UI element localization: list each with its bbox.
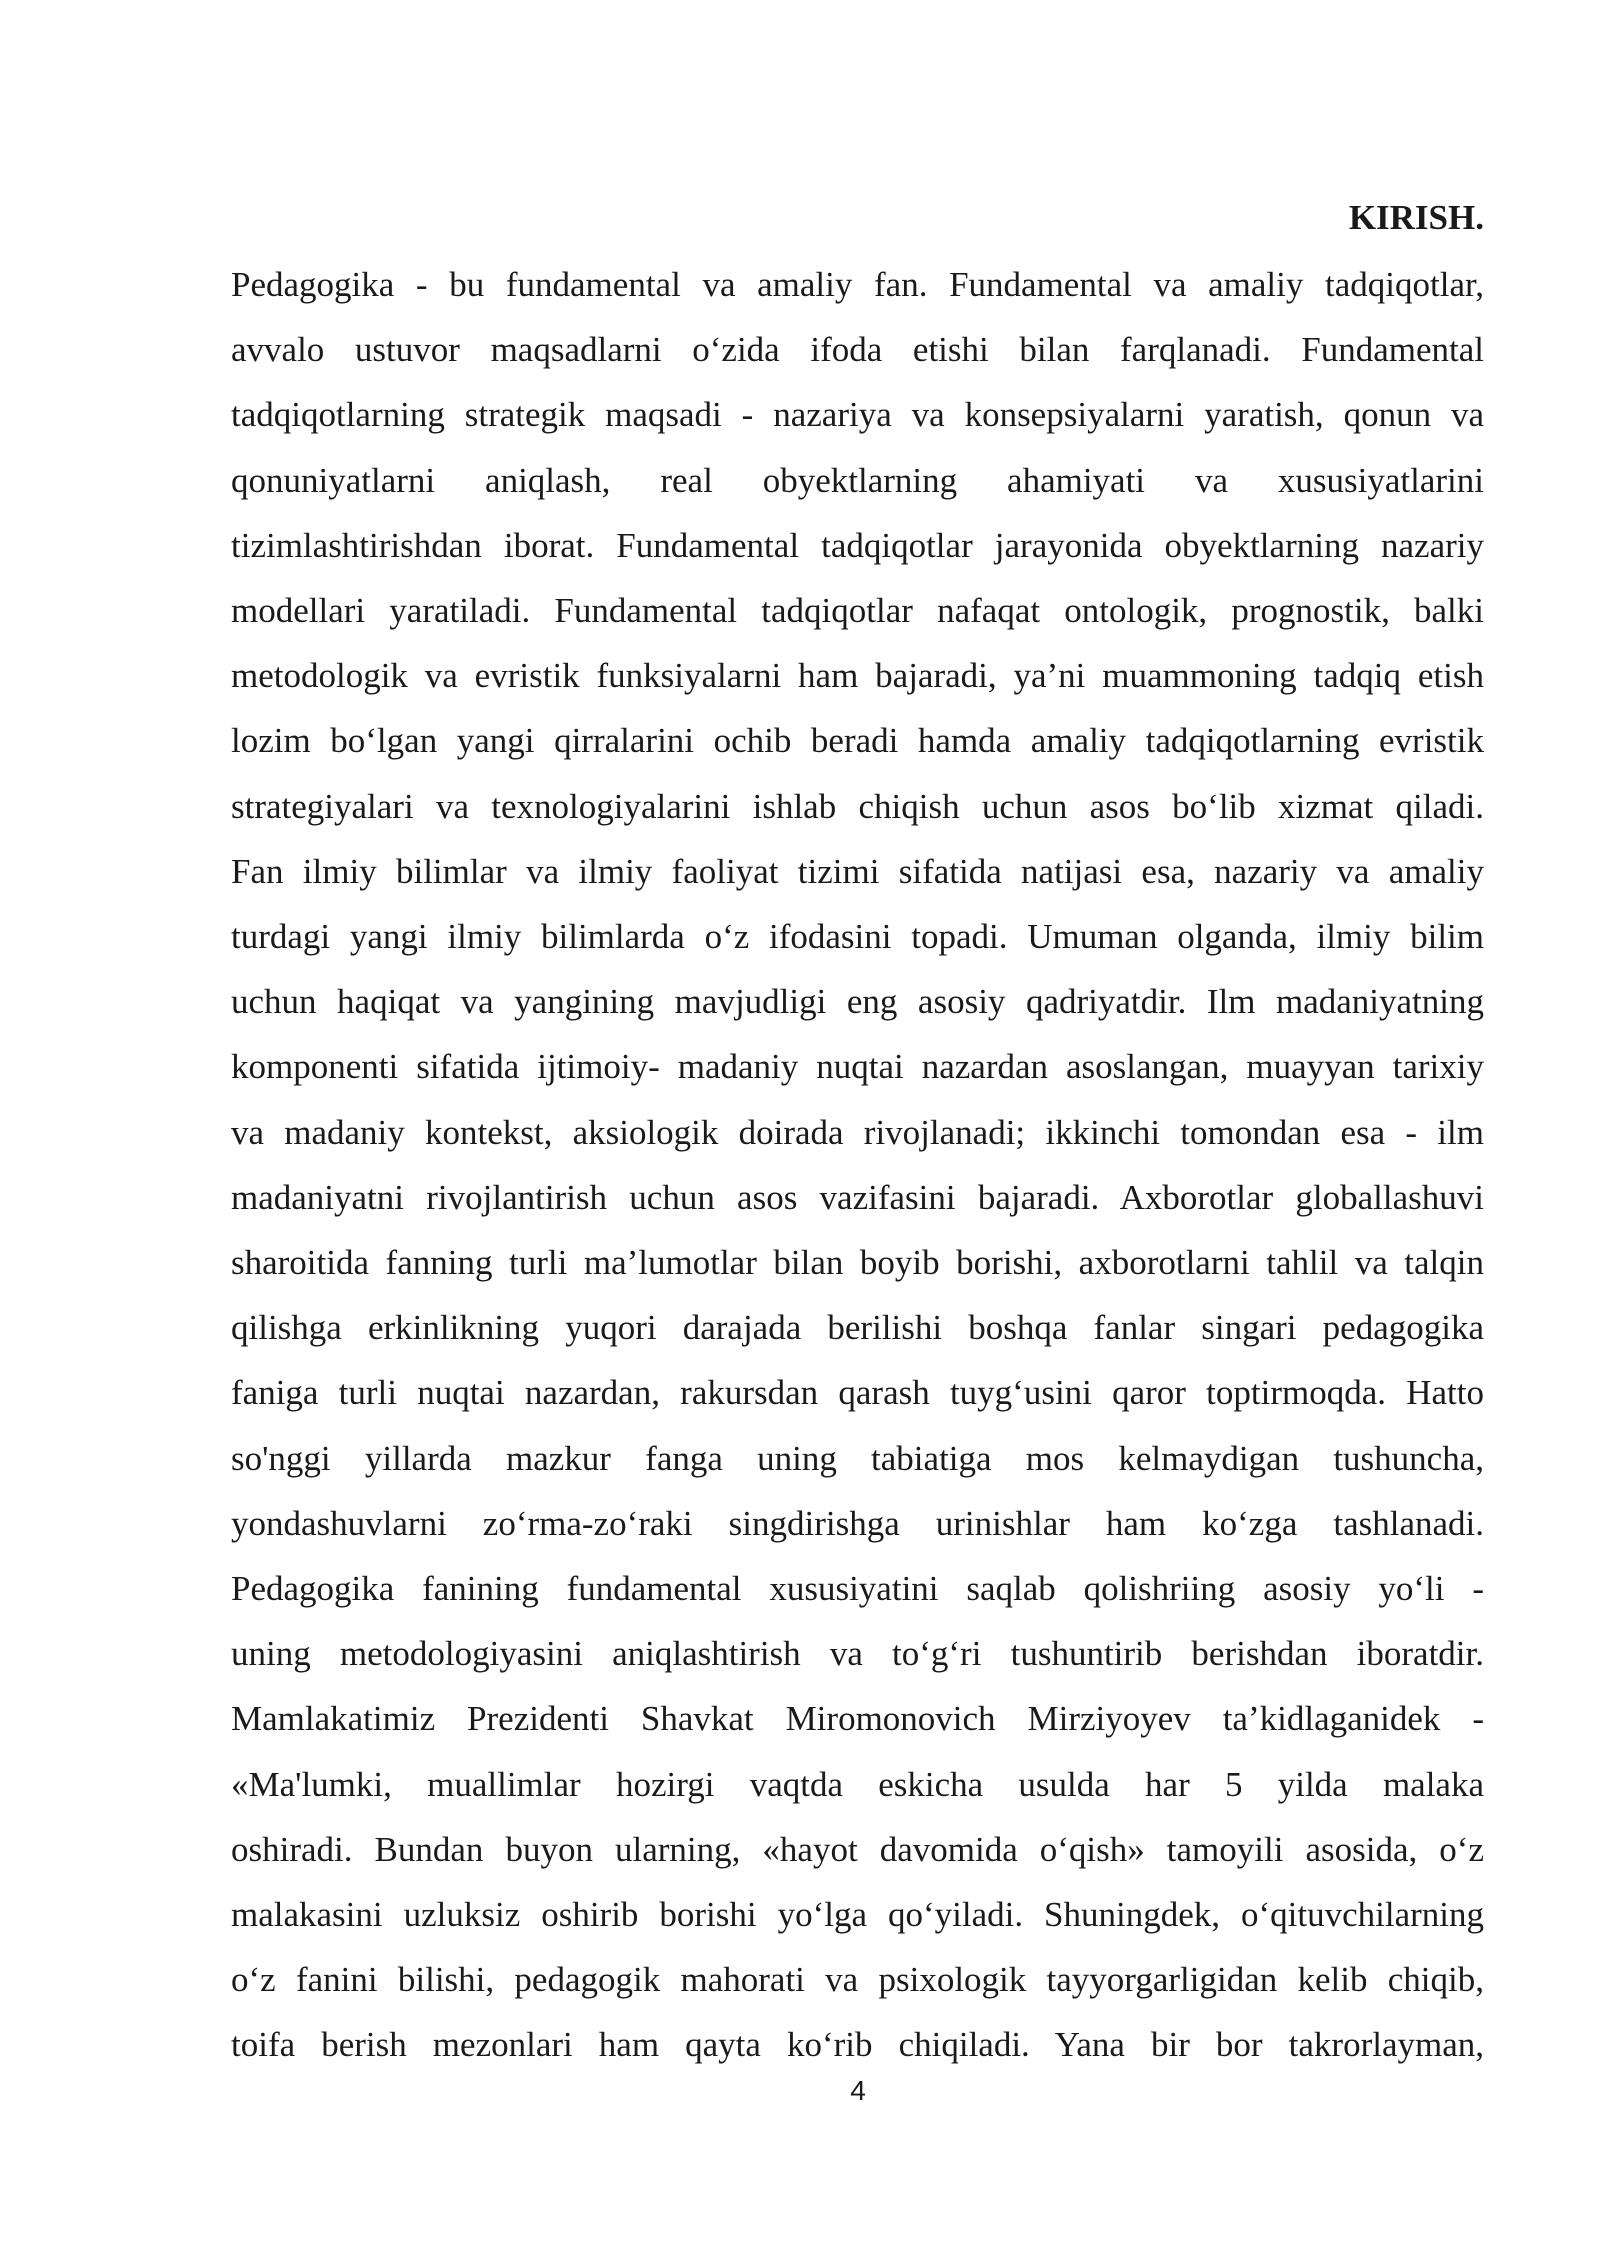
paragraph-line: tadqiqotlarning strategik maqsadi - nazariya va konsepsiyalarni yaratish, qonun va	[231, 395, 1484, 435]
paragraph-line: madaniyatni rivojlantirish uchun asos vazifasini bajaradi. Axborotlar globallashuvi	[231, 1177, 1484, 1217]
paragraph-line: Pedagogika fanining fundamental xususiyatini saqlab qolishriing asosiy yo‘li -	[231, 1569, 1484, 1609]
paragraph-line: sharoitida fanning turli ma’lumotlar bilan boyib borishi, axborotlarni tahlil va talqin	[231, 1243, 1484, 1283]
paragraph-line: uchun haqiqat va yangining mavjudligi eng asosiy qadriyatdir. Ilm madaniyatning	[231, 982, 1484, 1022]
page-number: 4	[850, 2075, 866, 2106]
section-heading: KIRISH.	[1348, 198, 1484, 237]
paragraph-line: so'nggi yillarda mazkur fanga uning tabiatiga mos kelmaydigan tushuncha,	[231, 1438, 1484, 1478]
paragraph-line: modellari yaratiladi. Fundamental tadqiqotlar nafaqat ontologik, prognostik, balki	[231, 591, 1484, 631]
paragraph-line: faniga turli nuqtai nazardan, rakursdan qarash tuyg‘usini qaror toptirmoqda. Hatto	[231, 1373, 1484, 1413]
paragraph-line: tizimlashtirishdan iborat. Fundamental tadqiqotlar jarayonida obyektlarning nazariy	[231, 525, 1484, 565]
paragraph-line: komponenti sifatida ijtimoiy- madaniy nuqtai nazardan asoslangan, muayyan tarixiy	[231, 1047, 1484, 1087]
paragraph-line: strategiyalari va texnologiyalarini ishlab chiqish uchun asos bo‘lib xizmat qiladi.	[231, 786, 1484, 826]
paragraph-line: Mamlakatimiz Prezidenti Shavkat Miromonovich Mirziyoyev ta’kidlaganidek -	[231, 1699, 1484, 1739]
paragraph-line: metodologik va evristik funksiyalarni ham bajaradi, ya’ni muammoning tadqiq etish	[231, 656, 1484, 696]
paragraph-line: Fan ilmiy bilimlar va ilmiy faoliyat tizimi sifatida natijasi esa, nazariy va amaliy	[231, 851, 1484, 891]
paragraph-line: toifa berish mezonlari ham qayta ko‘rib chiqiladi. Yana bir bor takrorlayman,	[231, 2025, 1484, 2065]
paragraph-line: «Ma'lumki, muallimlar hozirgi vaqtda eskicha usulda har 5 yilda malaka	[231, 1764, 1484, 1804]
paragraph-line: oshiradi. Bundan buyon ularning, «hayot davomida o‘qish» tamoyili asosida, o‘z	[231, 1829, 1484, 1869]
paragraph-line: qonuniyatlarni aniqlash, real obyektlarning ahamiyati va xususiyatlarini	[231, 460, 1484, 500]
paragraph-line: qilishga erkinlikning yuqori darajada berilishi boshqa fanlar singari pedagogika	[231, 1308, 1484, 1348]
paragraph-line: turdagi yangi ilmiy bilimlarda o‘z ifodasini topadi. Umuman olganda, ilmiy bilim	[231, 917, 1484, 957]
paragraph-line: uning metodologiyasini aniqlashtirish va to‘g‘ri tushuntirib berishdan iboratdir.	[231, 1634, 1484, 1674]
body-paragraph	[231, 252, 1484, 2078]
paragraph-line: avvalo ustuvor maqsadlarni o‘zida ifoda etishi bilan farqlanadi. Fundamental	[231, 330, 1484, 370]
paragraph-line: Pedagogika - bu fundamental va amaliy fan. Fundamental va amaliy tadqiqotlar,	[231, 265, 1484, 304]
paragraph-line: o‘z fanini bilishi, pedagogik mahorati va psixologik tayyorgarligidan kelib chiqib,	[231, 1960, 1484, 2000]
paragraph-line: lozim bo‘lgan yangi qirralarini ochib beradi hamda amaliy tadqiqotlarning evristik	[231, 721, 1484, 761]
paragraph-line: malakasini uzluksiz oshirib borishi yo‘lga qo‘yiladi. Shuningdek, o‘qituvchilarning	[231, 1895, 1484, 1935]
paragraph-line: va madaniy kontekst, aksiologik doirada rivojlanadi; ikkinchi tomondan esa - ilm	[231, 1112, 1484, 1152]
paragraph-line: yondashuvlarni zo‘rma-zo‘raki singdirishga urinishlar ham ko‘zga tashlanadi.	[231, 1503, 1484, 1543]
